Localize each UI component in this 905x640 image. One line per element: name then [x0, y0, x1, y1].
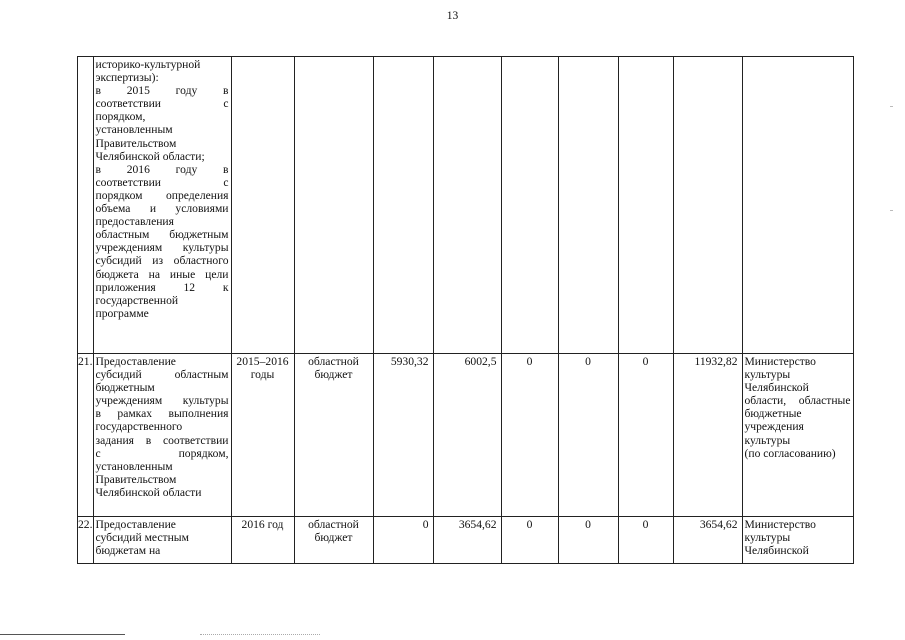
source-cell	[294, 57, 373, 354]
cell-text-line: культуры	[744, 368, 791, 382]
page-number: 13	[446, 10, 459, 22]
executor-cell	[742, 57, 853, 354]
cell-text-line: предоставления	[95, 215, 174, 229]
cell-text-line: Правительством	[95, 136, 177, 150]
cell-text-line: (по согласованию)	[744, 446, 836, 460]
cell-text-line: бюджетным	[95, 381, 155, 395]
cell-text-line: области, областные	[744, 394, 851, 408]
value-2015	[373, 57, 433, 354]
cell-text-line: соответствии с	[95, 175, 229, 189]
cell-text-line: Челябинской	[744, 381, 809, 395]
table-row	[78, 354, 854, 517]
value-2016	[433, 57, 501, 354]
value-2017: 0	[501, 354, 558, 517]
cell-text-line: порядком,	[95, 110, 146, 124]
cell-text-line: субсидий областным	[95, 368, 229, 382]
value-2018: 0	[558, 354, 618, 517]
value-2019: 0	[618, 517, 673, 564]
cell-text-line: историко-культурной	[95, 58, 201, 71]
footer-dotted-rule	[200, 634, 320, 635]
cell-text-line: с порядком,	[95, 446, 229, 460]
period-cell	[231, 57, 294, 354]
cell-text-line: программе	[95, 306, 149, 320]
cell-text-line: государственной	[95, 293, 179, 307]
margin-mark	[890, 106, 893, 107]
cell-text-line: бюджетам на	[95, 544, 161, 558]
activity-description	[93, 517, 231, 564]
value-2016: 6002,5	[433, 354, 501, 517]
cell-text-line: установленным	[95, 459, 173, 473]
value-total	[673, 57, 742, 354]
value-2019	[618, 57, 673, 354]
cell-text-line: в рамках выполнения	[95, 407, 229, 421]
cell-text-line: экспертизы):	[95, 71, 159, 85]
cell-text-line: субсидий из областного	[95, 254, 229, 268]
cell-text-line: бюджетные	[744, 407, 802, 421]
cell-text-line: Предоставление	[95, 518, 176, 531]
cell-text-line: Челябинской области	[95, 485, 202, 499]
cell-text-line: соответствии с	[95, 97, 229, 111]
value-2018	[558, 57, 618, 354]
cell-text-line: учреждениям культуры	[95, 241, 229, 255]
cell-text-line: приложения 12 к	[95, 280, 229, 294]
activity-description	[93, 57, 231, 354]
value-2015: 0	[373, 517, 433, 564]
cell-text-line: объема и условиями	[95, 202, 229, 216]
cell-text-line: областным бюджетным	[95, 228, 229, 242]
margin-mark	[890, 210, 893, 211]
row-number: 21.	[78, 354, 94, 517]
source-cell: областной бюджет	[294, 354, 373, 517]
cell-text-line: субсидий местным	[95, 531, 189, 545]
cell-text-line: учреждениям культуры	[95, 394, 229, 408]
cell-text-line: Министерство	[744, 518, 816, 531]
row-number	[78, 57, 94, 354]
cell-text-line: Челябинской области;	[95, 149, 205, 163]
value-2015: 5930,32	[373, 354, 433, 517]
table-row	[78, 517, 854, 564]
source-cell: областной бюджет	[294, 517, 373, 564]
cell-text-line: задания в соответствии	[95, 433, 229, 447]
value-total: 3654,62	[673, 517, 742, 564]
cell-text-line: Челябинской	[744, 544, 809, 558]
cell-text-line: Правительством	[95, 472, 177, 486]
cell-text-line: в 2016 году в	[95, 162, 229, 176]
row-number: 22.	[78, 517, 94, 564]
cell-text-line: бюджета на иные цели	[95, 267, 229, 281]
cell-text-line: культуры	[744, 531, 791, 545]
executor-cell	[742, 354, 853, 517]
table-row	[78, 57, 854, 354]
cell-text-line: порядком определения	[95, 188, 229, 202]
program-activities-table	[77, 56, 854, 564]
activity-description	[93, 354, 231, 517]
value-2017: 0	[501, 517, 558, 564]
value-2017	[501, 57, 558, 354]
executor-cell	[742, 517, 853, 564]
cell-text-line: установленным	[95, 123, 173, 137]
cell-text-line: в 2015 году в	[95, 84, 229, 98]
value-2019: 0	[618, 354, 673, 517]
period-cell: 2016 год	[231, 517, 294, 564]
period-cell: 2015–2016 годы	[231, 354, 294, 517]
cell-text-line: государственного	[95, 420, 183, 434]
cell-text-line: учреждения	[744, 420, 804, 434]
value-total: 11932,82	[673, 354, 742, 517]
value-2016: 3654,62	[433, 517, 501, 564]
footer-rule	[0, 634, 125, 635]
value-2018: 0	[558, 517, 618, 564]
cell-text-line: культуры	[744, 433, 791, 447]
cell-text-line: Предоставление	[95, 355, 176, 368]
cell-text-line: Министерство	[744, 355, 816, 368]
